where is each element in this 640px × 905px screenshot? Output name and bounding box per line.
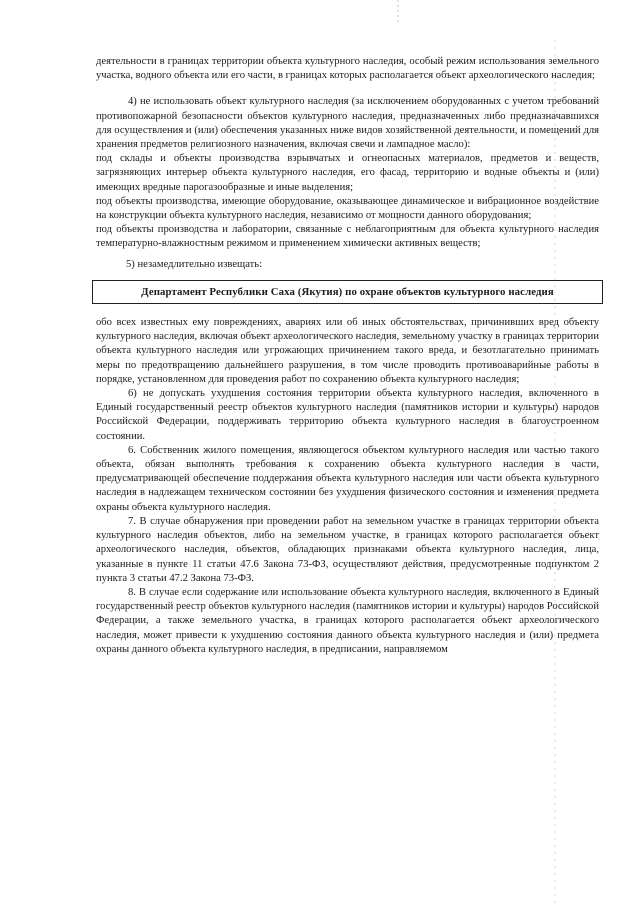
authority-header-box: Департамент Республики Саха (Якутия) по охране объектов культурного наследия xyxy=(92,280,603,304)
paragraph-item-4: 4) не использовать объект культурного наследия (за исключением оборудованных с учетом требований противопожарной безопасности объектов культурного наследия, предназначенных либо предназначавшихся для осуществления и (или) обеспечения указанных ниже видов хозяйственной деятельности, и помещений для хранения предметов религиозного назначения, включая свечи и лампадное масло): xyxy=(96,96,599,151)
paragraph-item-5: 5) незамедлительно извещать: xyxy=(126,258,263,270)
paragraph-section-7: 7. В случае обнаружения при проведении работ на земельном участке в границах территории объекта культурного наследия объектов, либо на земельном участке, в границах которого располагается объект археологического наследия, объектов, обладающих признаками объекта культурного наследия, лица, указанные в пункте 11 статьи 47.6 Закона 73-ФЗ, осуществляют действия, предусмотренные подпунктом 2 пункта 3 статьи 47.2 Закона 73-ФЗ. xyxy=(96,515,599,584)
paragraph-section-6: 6. Собственник жилого помещения, являющегося объектом культурного наследия или частью такого объекта, обязан выполнять требования к сохранению объекта культурного наследия в части, предусматривающей обеспечение поддержания объекта культурного наследия или части объекта культурного наследия в надлежащем техническом состоянии без ухудшения физического состояния и изменения предмета охраны объекта культурного наследия. xyxy=(96,444,599,513)
paragraph-item-4-production: под объекты производства, имеющие оборудование, оказывающее динамическое и вибрационное воздействие на конструкции объекта культурного наследия, независимо от мощности данного оборудования; xyxy=(96,195,599,222)
paragraph-item-4-storage: под склады и объекты производства взрывчатых и огнеопасных материалов, предметов и веществ, загрязняющих интерьер объекта культурного наследия, его фасад, территорию и водные объекты и (или) имеющих вредные парогазообразные и иные выделения; xyxy=(96,153,599,193)
paragraph-item-6: 6) не допускать ухудшения состояния территории объекта культурного наследия, включенного в Единый государственный реестр объектов культурного наследия (памятников истории и культуры) народов Российской Федерации, поддерживать территорию объекта культурного наследия в благоустроенном состоянии. xyxy=(96,388,599,442)
paragraph-section-8: 8. В случае если содержание или использование объекта культурного наследия, включенного в Единый государственный реестр объектов культурного наследия (памятников истории и культуры) народов Российской Федерации, а также земельного участка, в границах которого располагается объект археологического наследия, может привести к ухудшению состояния данного объекта культурного наследия и (или) предмета охраны данного объекта культурного наследия, в предписании, направляемом xyxy=(96,586,599,655)
document-page xyxy=(96,55,599,657)
paragraph-intro: деятельности в границах территории объекта культурного наследия, особый режим использования земельного участка, водного объекта или его части, в границах которых располагается объект археологического наследия; xyxy=(96,56,599,82)
paragraph-notification-details: обо всех известных ему повреждениях, авариях или об иных обстоятельствах, причинивших вред объекту культурного наследия, включая объект археологического наследия, земельному участку в границах территории объекта культурного наследия или угрожающих причинением такого вреда, и безотлагательно принимать меры по предотвращению дальнейшего разрушения, в том числе проводить противоаварийные работы в порядке, установленном для проведения работ по сохранению объекта культурного наследия; xyxy=(96,317,599,385)
paragraph-item-4-laboratories: под объекты производства и лаборатории, связанные с неблагоприятным для объекта культурного наследия температурно-влажностным режимом и применением химически активных веществ; xyxy=(96,224,599,250)
